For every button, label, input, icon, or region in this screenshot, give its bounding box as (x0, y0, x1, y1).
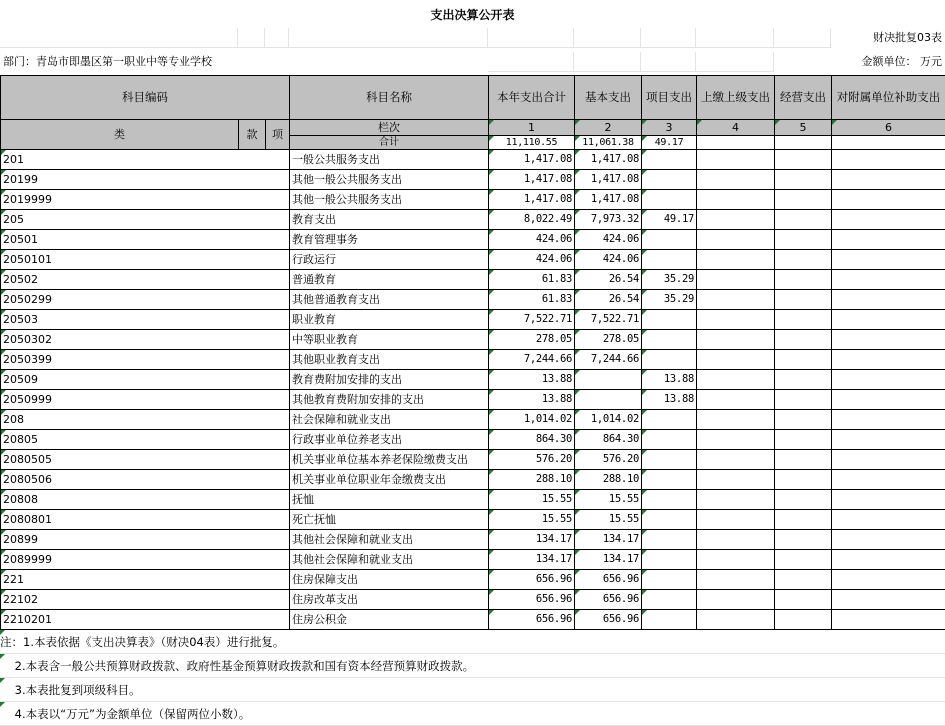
upper-expenditure (697, 550, 775, 570)
business-expenditure (775, 270, 832, 290)
column-number-5: 5 (775, 120, 832, 136)
subsidy-expenditure (832, 410, 945, 430)
business-expenditure (775, 290, 832, 310)
total-expenditure: 424.06 (489, 230, 575, 250)
subject-name: 普通教育 (290, 270, 489, 290)
table-row (1, 530, 945, 550)
department-label: 部门：青岛市即墨区第一职业中等专业学校 (3, 52, 483, 72)
total-expenditure: 864.30 (489, 430, 575, 450)
upper-expenditure (697, 530, 775, 550)
business-expenditure (775, 410, 832, 430)
subsidy-expenditure (832, 470, 945, 490)
table-row (1, 150, 945, 170)
business-expenditure (775, 210, 832, 230)
business-expenditure (775, 170, 832, 190)
project-expenditure (642, 430, 697, 450)
business-expenditure (775, 570, 832, 590)
project-expenditure (642, 470, 697, 490)
subject-name: 机关事业单位基本养老保险缴费支出 (290, 450, 489, 470)
total-expenditure: 13.88 (489, 370, 575, 390)
project-expenditure (642, 330, 697, 350)
table-row (1, 550, 945, 570)
subject-name: 社会保障和就业支出 (290, 410, 489, 430)
subject-name: 教育管理事务 (290, 230, 489, 250)
subject-code: 2080505 (1, 450, 290, 470)
business-expenditure (775, 610, 832, 630)
basic-expenditure: 864.30 (575, 430, 642, 450)
amount-unit: 金额单位： 万元 (774, 52, 945, 72)
upper-expenditure (697, 250, 775, 270)
totals-label: 合计 (290, 136, 489, 150)
report-title: 支出决算公开表 (0, 0, 945, 28)
subsidy-expenditure (832, 530, 945, 550)
project-expenditure (642, 410, 697, 430)
basic-expenditure: 26.54 (575, 290, 642, 310)
business-expenditure (775, 190, 832, 210)
department-row (0, 52, 945, 72)
table-row (1, 370, 945, 390)
project-expenditure (642, 310, 697, 330)
subject-name: 其他一般公共服务支出 (290, 170, 489, 190)
project-expenditure: 13.88 (642, 370, 697, 390)
subject-code: 22102 (1, 590, 290, 610)
expenditure-table (0, 75, 945, 630)
project-expenditure: 35.29 (642, 270, 697, 290)
subject-code: 2210201 (1, 610, 290, 630)
upper-expenditure (697, 350, 775, 370)
upper-expenditure (697, 150, 775, 170)
basic-expenditure: 7,522.71 (575, 310, 642, 330)
subsidy-expenditure (832, 490, 945, 510)
upper-expenditure (697, 430, 775, 450)
table-row (1, 450, 945, 470)
subheader-lanci: 栏次 (290, 120, 489, 136)
business-expenditure (775, 550, 832, 570)
business-expenditure (775, 470, 832, 490)
subsidy-expenditure (832, 210, 945, 230)
business-expenditure (775, 250, 832, 270)
subject-code: 205 (1, 210, 290, 230)
basic-expenditure: 656.96 (575, 610, 642, 630)
column-number-3: 3 (642, 120, 697, 136)
upper-expenditure (697, 330, 775, 350)
total-expenditure: 15.55 (489, 510, 575, 530)
subject-code: 20808 (1, 490, 290, 510)
subject-name: 机关事业单位职业年金缴费支出 (290, 470, 489, 490)
header-total: 本年支出合计 (489, 76, 575, 120)
form-code: 财决批复03表 (831, 28, 945, 48)
column-number-2: 2 (575, 120, 642, 136)
table-row (1, 190, 945, 210)
subsidy-expenditure (832, 590, 945, 610)
basic-expenditure: 424.06 (575, 230, 642, 250)
table-row (1, 210, 945, 230)
business-expenditure (775, 310, 832, 330)
subsidy-expenditure (832, 170, 945, 190)
basic-expenditure: 1,417.08 (575, 170, 642, 190)
totals-basic: 11,061.38 (575, 136, 642, 150)
total-expenditure: 656.96 (489, 610, 575, 630)
subsidy-expenditure (832, 350, 945, 370)
total-expenditure: 1,014.02 (489, 410, 575, 430)
subsidy-expenditure (832, 230, 945, 250)
basic-expenditure: 7,973.32 (575, 210, 642, 230)
subsidy-expenditure (832, 370, 945, 390)
upper-expenditure (697, 270, 775, 290)
upper-expenditure (697, 290, 775, 310)
basic-expenditure: 1,014.02 (575, 410, 642, 430)
subject-code: 20501 (1, 230, 290, 250)
subsidy-expenditure (832, 290, 945, 310)
basic-expenditure: 15.55 (575, 490, 642, 510)
subject-name: 行政事业单位养老支出 (290, 430, 489, 450)
upper-expenditure (697, 570, 775, 590)
table-row (1, 570, 945, 590)
business-expenditure (775, 330, 832, 350)
basic-expenditure: 576.20 (575, 450, 642, 470)
subsidy-expenditure (832, 450, 945, 470)
subheader-kuan: 款 (239, 120, 266, 150)
total-expenditure: 288.10 (489, 470, 575, 490)
table-row (1, 510, 945, 530)
business-expenditure (775, 390, 832, 410)
table-row (1, 330, 945, 350)
total-expenditure: 278.05 (489, 330, 575, 350)
table-row (1, 350, 945, 370)
table-row (1, 270, 945, 290)
project-expenditure (642, 350, 697, 370)
project-expenditure: 49.17 (642, 210, 697, 230)
upper-expenditure (697, 610, 775, 630)
project-expenditure (642, 490, 697, 510)
subject-name: 住房保障支出 (290, 570, 489, 590)
header-business: 经营支出 (775, 76, 832, 120)
business-expenditure (775, 510, 832, 530)
subject-name: 其他普通教育支出 (290, 290, 489, 310)
subject-code: 2089999 (1, 550, 290, 570)
note-1: 注：1.本表依据《支出决算表》（财决04表）进行批复。 (0, 630, 945, 654)
subject-name: 教育支出 (290, 210, 489, 230)
subsidy-expenditure (832, 190, 945, 210)
subheader-xiang: 项 (266, 120, 290, 150)
total-expenditure: 576.20 (489, 450, 575, 470)
total-expenditure: 61.83 (489, 290, 575, 310)
total-expenditure: 424.06 (489, 250, 575, 270)
upper-expenditure (697, 390, 775, 410)
basic-expenditure: 134.17 (575, 550, 642, 570)
project-expenditure (642, 530, 697, 550)
business-expenditure (775, 530, 832, 550)
total-expenditure: 134.17 (489, 550, 575, 570)
subject-name: 教育费附加安排的支出 (290, 370, 489, 390)
project-expenditure (642, 510, 697, 530)
total-expenditure: 7,522.71 (489, 310, 575, 330)
subject-code: 2050302 (1, 330, 290, 350)
basic-expenditure: 1,417.08 (575, 190, 642, 210)
total-expenditure: 656.96 (489, 570, 575, 590)
upper-expenditure (697, 230, 775, 250)
table-row (1, 170, 945, 190)
project-expenditure (642, 250, 697, 270)
project-expenditure (642, 570, 697, 590)
project-expenditure (642, 450, 697, 470)
basic-expenditure: 656.96 (575, 570, 642, 590)
subsidy-expenditure (832, 550, 945, 570)
table-row (1, 490, 945, 510)
subject-name: 其他教育费附加安排的支出 (290, 390, 489, 410)
basic-expenditure: 278.05 (575, 330, 642, 350)
basic-expenditure: 288.10 (575, 470, 642, 490)
project-expenditure: 13.88 (642, 390, 697, 410)
table-row (1, 470, 945, 490)
subheader-row (1, 120, 945, 136)
total-expenditure: 1,417.08 (489, 150, 575, 170)
subheader-lei: 类 (1, 120, 239, 150)
subject-name: 其他社会保障和就业支出 (290, 550, 489, 570)
basic-expenditure: 7,244.66 (575, 350, 642, 370)
project-expenditure (642, 610, 697, 630)
subsidy-expenditure (832, 390, 945, 410)
upper-expenditure (697, 490, 775, 510)
subject-name: 中等职业教育 (290, 330, 489, 350)
note-2: 2.本表含一般公共预算财政拨款、政府性基金预算财政拨款和国有资本经营预算财政拨款。 (0, 654, 945, 678)
total-expenditure: 13.88 (489, 390, 575, 410)
table-row (1, 230, 945, 250)
upper-expenditure (697, 210, 775, 230)
upper-expenditure (697, 190, 775, 210)
subject-code: 208 (1, 410, 290, 430)
subject-name: 抚恤 (290, 490, 489, 510)
header-basic: 基本支出 (575, 76, 642, 120)
subject-code: 20805 (1, 430, 290, 450)
header-row (1, 76, 945, 120)
business-expenditure (775, 450, 832, 470)
header-project: 项目支出 (642, 76, 697, 120)
total-expenditure: 656.96 (489, 590, 575, 610)
totals-project: 49.17 (642, 136, 697, 150)
subject-name: 死亡抚恤 (290, 510, 489, 530)
header-subsidy: 对附属单位补助支出 (832, 76, 945, 120)
project-expenditure (642, 550, 697, 570)
table-row (1, 610, 945, 630)
subject-code: 201 (1, 150, 290, 170)
subsidy-expenditure (832, 330, 945, 350)
business-expenditure (775, 430, 832, 450)
subject-name: 行政运行 (290, 250, 489, 270)
subject-name: 其他职业教育支出 (290, 350, 489, 370)
business-expenditure (775, 350, 832, 370)
total-expenditure: 61.83 (489, 270, 575, 290)
subject-code: 20899 (1, 530, 290, 550)
subsidy-expenditure (832, 510, 945, 530)
column-number-4: 4 (697, 120, 775, 136)
table-row (1, 310, 945, 330)
header-code: 科目编码 (1, 76, 290, 120)
business-expenditure (775, 370, 832, 390)
subsidy-expenditure (832, 610, 945, 630)
subject-name: 其他一般公共服务支出 (290, 190, 489, 210)
project-expenditure (642, 150, 697, 170)
subject-code: 20199 (1, 170, 290, 190)
table-row (1, 430, 945, 450)
notes (0, 630, 945, 726)
table-row (1, 250, 945, 270)
note-4: 4.本表以“万元”为金额单位（保留两位小数）。 (0, 702, 945, 726)
header-name: 科目名称 (290, 76, 489, 120)
project-expenditure: 35.29 (642, 290, 697, 310)
subsidy-expenditure (832, 270, 945, 290)
upper-expenditure (697, 450, 775, 470)
total-expenditure: 7,244.66 (489, 350, 575, 370)
upper-expenditure (697, 170, 775, 190)
total-expenditure: 134.17 (489, 530, 575, 550)
basic-expenditure: 15.55 (575, 510, 642, 530)
business-expenditure (775, 230, 832, 250)
total-expenditure: 1,417.08 (489, 170, 575, 190)
table-row (1, 390, 945, 410)
business-expenditure (775, 150, 832, 170)
column-number-1: 1 (489, 120, 575, 136)
total-expenditure: 1,417.08 (489, 190, 575, 210)
subject-name: 其他社会保障和就业支出 (290, 530, 489, 550)
basic-expenditure: 26.54 (575, 270, 642, 290)
subject-code: 20502 (1, 270, 290, 290)
subsidy-expenditure (832, 250, 945, 270)
subject-code: 2050299 (1, 290, 290, 310)
subsidy-expenditure (832, 310, 945, 330)
subject-code: 20509 (1, 370, 290, 390)
upper-expenditure (697, 410, 775, 430)
column-number-6: 6 (832, 120, 945, 136)
subject-name: 住房公积金 (290, 610, 489, 630)
subsidy-expenditure (832, 570, 945, 590)
subject-name: 一般公共服务支出 (290, 150, 489, 170)
project-expenditure (642, 190, 697, 210)
basic-expenditure: 134.17 (575, 530, 642, 550)
upper-expenditure (697, 590, 775, 610)
upper-expenditure (697, 470, 775, 490)
project-expenditure (642, 590, 697, 610)
basic-expenditure (575, 390, 642, 410)
project-expenditure (642, 230, 697, 250)
basic-expenditure (575, 370, 642, 390)
subject-name: 职业教育 (290, 310, 489, 330)
business-expenditure (775, 590, 832, 610)
total-expenditure: 8,022.49 (489, 210, 575, 230)
upper-expenditure (697, 510, 775, 530)
table-row (1, 290, 945, 310)
subsidy-expenditure (832, 430, 945, 450)
subject-code: 2019999 (1, 190, 290, 210)
subject-name: 住房改革支出 (290, 590, 489, 610)
basic-expenditure: 1,417.08 (575, 150, 642, 170)
basic-expenditure: 656.96 (575, 590, 642, 610)
subject-code: 2050101 (1, 250, 290, 270)
business-expenditure (775, 490, 832, 510)
subject-code: 2080506 (1, 470, 290, 490)
subsidy-expenditure (832, 150, 945, 170)
header-upper: 上缴上级支出 (697, 76, 775, 120)
subject-code: 221 (1, 570, 290, 590)
upper-expenditure (697, 370, 775, 390)
subject-code: 2050399 (1, 350, 290, 370)
subject-code: 20503 (1, 310, 290, 330)
subject-code: 2050999 (1, 390, 290, 410)
subject-code: 2080801 (1, 510, 290, 530)
project-expenditure (642, 170, 697, 190)
basic-expenditure: 424.06 (575, 250, 642, 270)
upper-expenditure (697, 310, 775, 330)
form-code-row (0, 28, 945, 48)
table-row (1, 410, 945, 430)
total-expenditure: 15.55 (489, 490, 575, 510)
note-3: 3.本表批复到项级科目。 (0, 678, 945, 702)
table-row (1, 590, 945, 610)
totals-total: 11,110.55 (489, 136, 575, 150)
